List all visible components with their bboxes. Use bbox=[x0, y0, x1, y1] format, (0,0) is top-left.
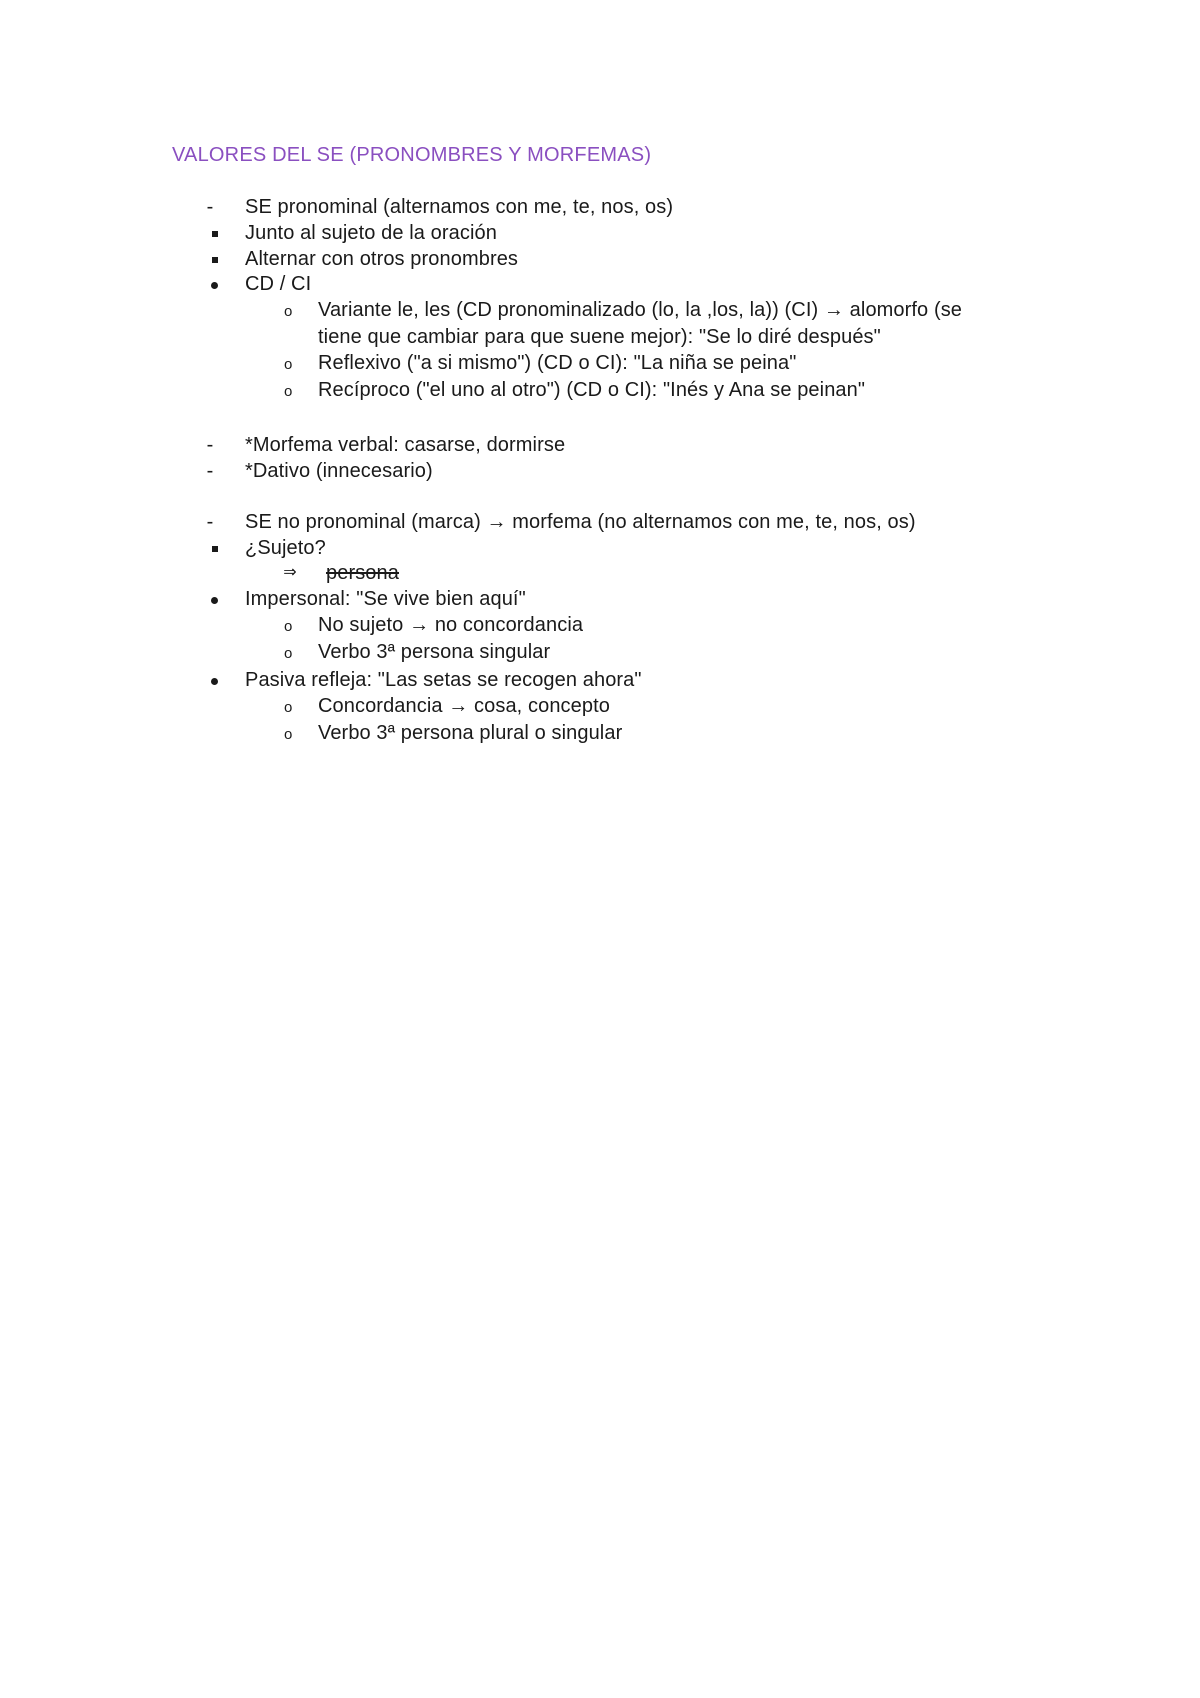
list-item: SE pronominal (alternamos con me, te, nos, os) bbox=[245, 196, 674, 218]
list-item: Alternar con otros pronombres bbox=[245, 248, 519, 270]
list-item: CD / CI bbox=[245, 273, 312, 295]
round-bullet-icon bbox=[211, 678, 218, 685]
list-item: *Dativo (innecesario) bbox=[245, 460, 433, 482]
list-item: Verbo 3ª persona singular bbox=[318, 641, 551, 663]
list-item: ¿Sujeto? bbox=[245, 537, 326, 559]
list-item: Pasiva refleja: "Las setas se recogen ahora" bbox=[245, 669, 642, 691]
list-item: *Morfema verbal: casarse, dormirse bbox=[245, 434, 566, 456]
round-bullet-icon bbox=[211, 282, 218, 289]
list-item bbox=[318, 612, 583, 638]
list-item-text: SE no pronominal (marca) bbox=[245, 511, 487, 533]
list-item bbox=[318, 693, 610, 719]
list-item-text: morfema (no alternamos con me, te, nos, os) bbox=[506, 511, 916, 533]
list-item: Reflexivo ("a si mismo") (CD o CI): "La niña se peina" bbox=[318, 352, 797, 374]
list-item-text: Concordancia bbox=[318, 695, 449, 717]
list-item: Verbo 3ª persona plural o singular bbox=[318, 722, 623, 744]
list-item: persona bbox=[326, 562, 399, 584]
list-item-text: No sujeto bbox=[318, 614, 410, 636]
arrow-right-icon: → bbox=[409, 614, 430, 636]
arrow-right-icon: → bbox=[823, 299, 845, 321]
circle-bullet-icon: o bbox=[284, 645, 293, 662]
list-item-text: cosa, concepto bbox=[468, 695, 610, 717]
implies-arrow-icon: ⇒ bbox=[283, 564, 297, 581]
list-item-text: Variante le, les (CD pronominalizado (lo, la ,los, la)) (CI) bbox=[318, 299, 824, 321]
circle-bullet-icon: o bbox=[284, 383, 293, 400]
list-item: Junto al sujeto de la oración bbox=[245, 222, 497, 244]
list-item-text: no concordancia bbox=[429, 614, 584, 636]
list-item bbox=[245, 509, 916, 535]
round-bullet-icon bbox=[211, 597, 218, 604]
dash-marker: - bbox=[206, 434, 214, 456]
circle-bullet-icon: o bbox=[284, 699, 293, 716]
dash-marker: - bbox=[206, 511, 214, 533]
dash-marker: - bbox=[206, 460, 214, 482]
circle-bullet-icon: o bbox=[284, 618, 293, 635]
circle-bullet-icon: o bbox=[284, 356, 293, 373]
list-item: Impersonal: "Se vive bien aquí" bbox=[245, 588, 526, 610]
list-item: Recíproco ("el uno al otro") (CD o CI): "Inés y Ana se peinan" bbox=[318, 379, 866, 401]
square-bullet-icon bbox=[212, 231, 218, 237]
circle-bullet-icon: o bbox=[284, 726, 293, 743]
square-bullet-icon bbox=[212, 546, 218, 552]
list-item-continuation: tiene que cambiar para que suene mejor): "Se lo diré después" bbox=[318, 326, 881, 348]
list-item-text: alomorfo (se bbox=[844, 299, 963, 321]
arrow-right-icon: → bbox=[486, 511, 507, 533]
list-item bbox=[318, 297, 962, 323]
circle-bullet-icon: o bbox=[284, 303, 293, 320]
arrow-right-icon: → bbox=[448, 695, 469, 717]
dash-marker: - bbox=[206, 196, 214, 218]
document-title: VALORES DEL SE (PRONOMBRES Y MORFEMAS) bbox=[172, 144, 652, 166]
square-bullet-icon bbox=[212, 257, 218, 263]
